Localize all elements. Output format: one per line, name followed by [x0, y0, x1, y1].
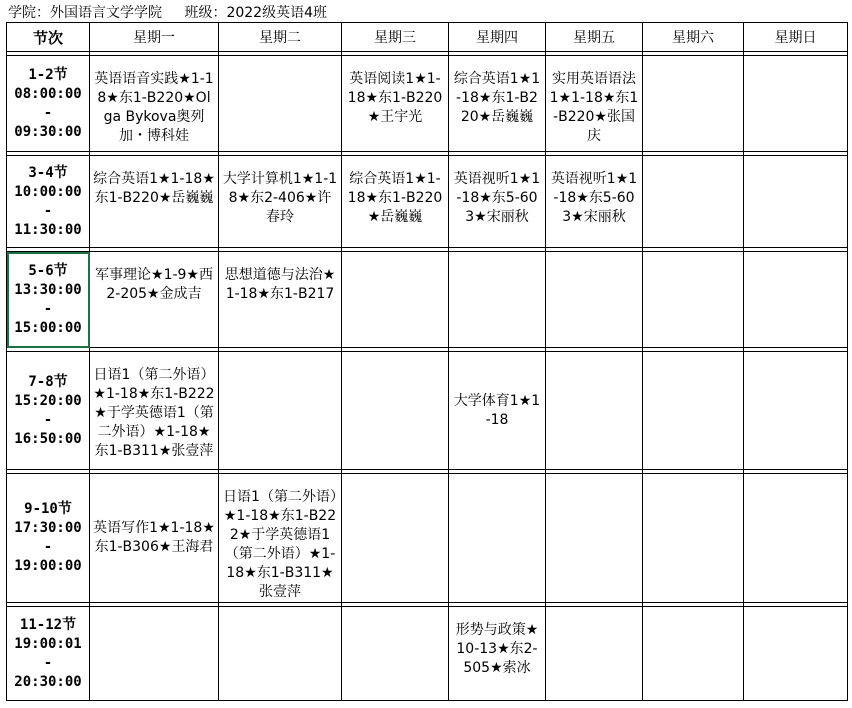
table-row: [7, 352, 848, 470]
course-cell[interactable]: [643, 56, 744, 152]
period-end: 20:30:00: [14, 673, 82, 690]
period-sep: -: [43, 300, 53, 317]
day-header[interactable]: 星期三: [342, 23, 449, 52]
course-cell[interactable]: 日语1（第二外语）★1-18★东1-B222★于学英德语1（第二外语）★1-18★东1-B311★张壹萍: [90, 352, 219, 470]
period-sep: -: [43, 202, 53, 219]
course-cell[interactable]: [546, 352, 643, 470]
course-cell[interactable]: [219, 607, 342, 701]
course-cell[interactable]: [342, 607, 449, 701]
period-cell[interactable]: [7, 252, 90, 348]
college-label: 学院：外国语言文学学院: [8, 5, 162, 21]
course-cell[interactable]: [449, 474, 546, 603]
course-cell[interactable]: [744, 56, 848, 152]
course-cell[interactable]: [744, 352, 848, 470]
period-period: 9-10节: [24, 501, 72, 517]
period-period: 5-6节: [28, 262, 68, 279]
course-cell[interactable]: 思想道德与法治★1-18★东1-B217: [219, 252, 342, 348]
table-row: [7, 56, 848, 152]
course-cell[interactable]: [342, 252, 449, 348]
period-start: 13:30:00: [14, 281, 82, 298]
course-cell[interactable]: [643, 474, 744, 603]
period-start: 08:00:00: [14, 85, 82, 102]
period-end: 16:50:00: [14, 430, 82, 447]
day-header[interactable]: 星期一: [90, 23, 219, 52]
period-cell[interactable]: [7, 156, 90, 248]
table-row: [7, 474, 848, 603]
period-end: 09:30:00: [14, 123, 82, 140]
period-sep: -: [43, 411, 53, 428]
period-end: 15:00:00: [14, 319, 82, 336]
course-cell[interactable]: 综合英语1★1-18★东1-B220★岳巍巍: [90, 156, 219, 248]
period-cell[interactable]: [7, 607, 90, 701]
course-cell[interactable]: 军事理论★1-9★西2-205★金成吉: [90, 252, 219, 348]
period-period: 7-8节: [28, 373, 68, 390]
course-cell[interactable]: 英语视听1★1-18★东5-603★宋丽秋: [449, 156, 546, 248]
course-cell[interactable]: 英语视听1★1-18★东5-603★宋丽秋: [546, 156, 643, 248]
course-cell[interactable]: [744, 607, 848, 701]
day-header[interactable]: 星期六: [643, 23, 744, 52]
course-cell[interactable]: 英语语音实践★1-18★东1-B220★Olga Bykova奥列加・博科娃: [90, 56, 219, 152]
period-end: 19:00:00: [14, 558, 82, 574]
course-cell[interactable]: [546, 252, 643, 348]
course-cell[interactable]: 日语1（第二外语）★1-18★东1-B222★于学英德语1（第二外语）★1-18★东1-B311★张壹萍: [219, 474, 342, 603]
day-header[interactable]: 星期二: [219, 23, 342, 52]
course-cell[interactable]: 英语阅读1★1-18★东1-B220★王宇光: [342, 56, 449, 152]
day-header[interactable]: 星期五: [546, 23, 643, 52]
course-cell[interactable]: 大学计算机1★1-18★东2-406★许春玲: [219, 156, 342, 248]
course-cell[interactable]: 综合英语1★1-18★东1-B220★岳巍巍: [449, 56, 546, 152]
sheet-header: [8, 4, 345, 22]
course-cell[interactable]: [643, 156, 744, 248]
corner-header[interactable]: 节次: [7, 23, 90, 52]
course-cell[interactable]: [342, 474, 449, 603]
course-cell[interactable]: [90, 607, 219, 701]
period-start: 19:00:01: [14, 635, 82, 652]
course-cell[interactable]: 大学体育1★1-18: [449, 352, 546, 470]
course-cell[interactable]: [643, 607, 744, 701]
period-cell[interactable]: [7, 56, 90, 152]
course-cell[interactable]: [546, 607, 643, 701]
day-header[interactable]: 星期日: [744, 23, 848, 52]
period-period: 1-2节: [28, 66, 68, 83]
period-start: 10:00:00: [14, 183, 82, 200]
period-end: 11:30:00: [14, 221, 82, 238]
class-label: 班级：2022级英语4班: [184, 5, 327, 21]
course-cell[interactable]: [744, 252, 848, 348]
table-row: [7, 156, 848, 248]
day-header-row: [7, 23, 848, 52]
course-cell[interactable]: [744, 474, 848, 603]
course-cell[interactable]: [744, 156, 848, 248]
period-cell[interactable]: [7, 474, 90, 603]
table-row: [7, 607, 848, 701]
period-period: 3-4节: [28, 164, 68, 181]
period-sep: -: [43, 539, 53, 555]
period-period: 11-12节: [19, 616, 77, 633]
course-cell[interactable]: 形势与政策★10-13★东2-505★索冰: [449, 607, 546, 701]
table-row: [7, 252, 848, 348]
course-cell[interactable]: 实用英语语法1★1-18★东1-B220★张国庆: [546, 56, 643, 152]
course-cell[interactable]: 英语写作1★1-18★东1-B306★王海君: [90, 474, 219, 603]
course-cell[interactable]: [219, 56, 342, 152]
period-start: 17:30:00: [14, 520, 82, 536]
period-sep: -: [43, 104, 53, 121]
course-cell[interactable]: [342, 352, 449, 470]
day-header[interactable]: 星期四: [449, 23, 546, 52]
timetable: [6, 22, 848, 701]
course-cell[interactable]: [219, 352, 342, 470]
course-cell[interactable]: 综合英语1★1-18★东1-B220★岳巍巍: [342, 156, 449, 248]
period-sep: -: [43, 654, 53, 671]
course-cell[interactable]: [643, 252, 744, 348]
course-cell[interactable]: [546, 474, 643, 603]
course-cell[interactable]: [643, 352, 744, 470]
course-cell[interactable]: [449, 252, 546, 348]
period-start: 15:20:00: [14, 392, 82, 409]
period-cell[interactable]: [7, 352, 90, 470]
